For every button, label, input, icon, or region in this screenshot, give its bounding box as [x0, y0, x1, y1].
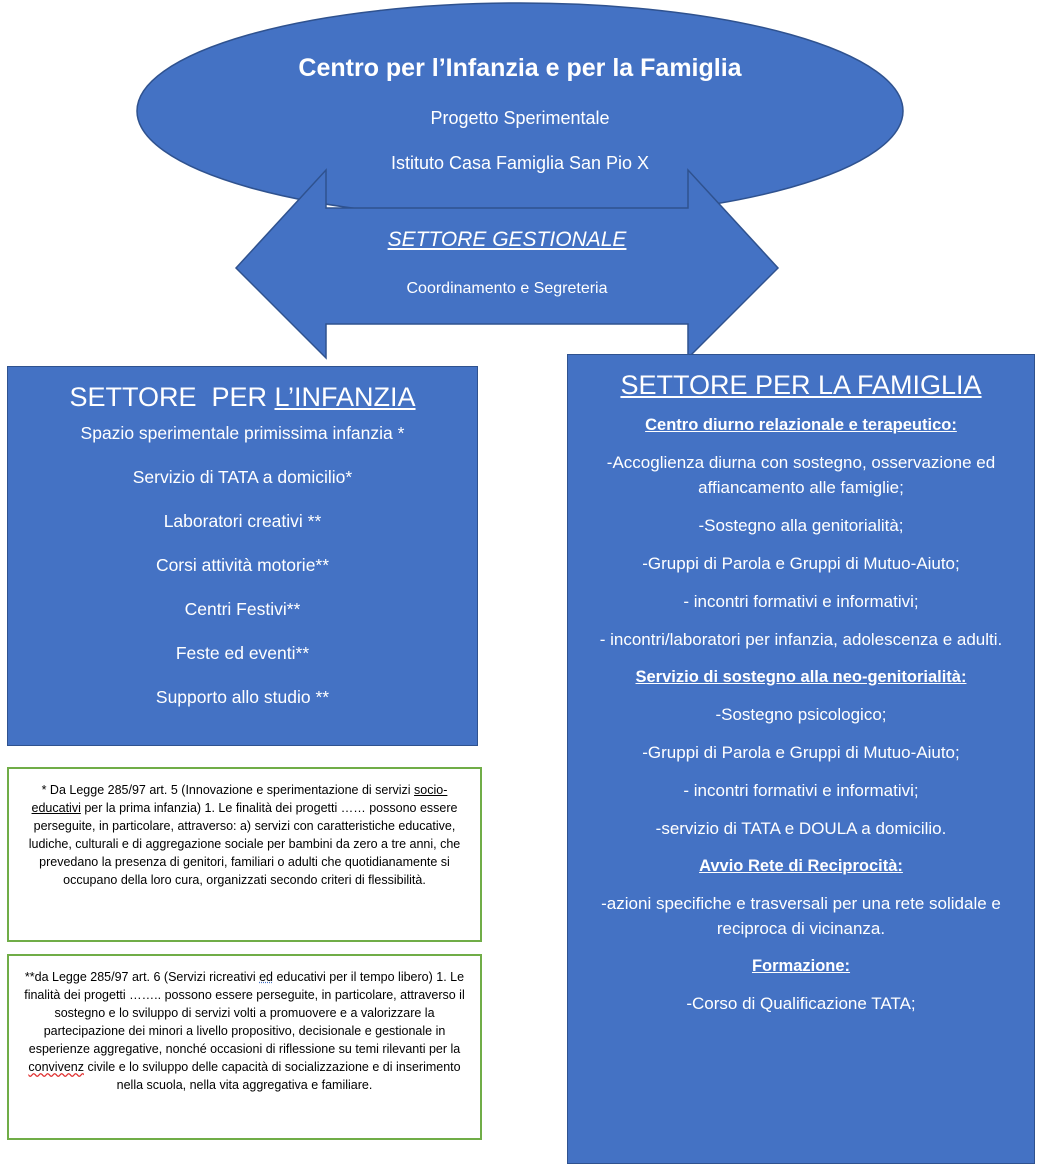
- subtitle: Progetto Sperimentale: [430, 108, 610, 128]
- family-service-item: - incontri formativi e informativi;: [683, 781, 919, 800]
- childhood-service-item: Supporto allo studio **: [155, 687, 330, 707]
- childhood-service-item: Corsi attività motorie**: [155, 555, 330, 575]
- family-service-item: - incontri/laboratori per infanzia, adolescenza e adulti.: [599, 630, 1003, 649]
- childhood-sector-box: [7, 366, 478, 746]
- family-service-item: -Gruppi di Parola e Gruppi di Mutuo-Aiuto;: [642, 743, 960, 762]
- family-service-item: -azioni specifiche e trasversali per una rete solidale e reciproca di vicinanza.: [601, 894, 1001, 938]
- family-section-heading: Avvio Rete di Reciprocità:: [699, 857, 903, 875]
- footnote-double-star: **da Legge 285/97 art. 6 (Servizi ricreativi ed educativi per il tempo libero) 1. Le finalità dei progetti …….. possono essere perseguite, in particolare, attraverso il sostegno e lo sviluppo di servizi volti a promuovere e a valorizzare la partecipazione dei minori a livello propositivo, decisionale e gestionale in esperienze aggregative, nonché occasioni di riflessione su temi rilevanti per la convivenz civile e lo sviluppo delle capacità di socializzazione e di inserimento nella scuola, nella vita aggregativa e familiare.: [7, 954, 482, 1140]
- management-title: SETTORE GESTIONALE: [387, 228, 627, 251]
- childhood-service-item: Servizio di TATA a domicilio*: [132, 467, 353, 487]
- family-sector-box: [567, 354, 1035, 1164]
- family-service-item: -servizio di TATA e DOULA a domicilio.: [655, 819, 947, 838]
- family-service-item: -Accoglienza diurna con sostegno, osservazione ed affiancamento alle famiglie;: [606, 453, 996, 497]
- childhood-sector-title: SETTORE PER L’INFANZIA: [69, 382, 416, 412]
- childhood-service-item: Spazio sperimentale primissima infanzia *: [80, 423, 405, 443]
- childhood-service-item: Feste ed eventi**: [175, 643, 310, 663]
- family-section-heading: Servizio di sostegno alla neo-genitorialità:: [635, 668, 967, 686]
- family-service-item: - incontri formativi e informativi;: [683, 592, 919, 611]
- childhood-service-list: [8, 421, 477, 709]
- family-service-item: -Corso di Qualificazione TATA;: [686, 994, 916, 1013]
- family-section-heading: Formazione:: [751, 957, 851, 975]
- footnote-single-star: * Da Legge 285/97 art. 5 (Innovazione e sperimentazione di servizi socio-educativi per la prima infanzia) 1. Le finalità dei progetti …… possono essere perseguite, in particolare, attraverso: a) servizi con caratteristiche educative, ludiche, culturali e di aggregazione sociale per bambini da zero a tre anni, che prevedano la presenza di genitori, familiari o adulti che quotidianamente si occupano della loro cura, organizzati secondo criteri di flessibilità.: [7, 767, 482, 942]
- family-sections: [584, 413, 1018, 1016]
- management-subtitle: Coordinamento e Segreteria: [406, 280, 608, 297]
- family-sector-title: SETTORE PER LA FAMIGLIA: [620, 370, 982, 400]
- childhood-service-item: Laboratori creativi **: [163, 511, 322, 531]
- institute-name: Istituto Casa Famiglia San Pio X: [390, 153, 650, 173]
- family-service-item: -Sostegno alla genitorialità;: [698, 516, 904, 535]
- family-section-heading: Centro diurno relazionale e terapeutico:: [645, 416, 957, 434]
- childhood-service-item: Centri Festivi**: [184, 599, 301, 619]
- main-title: Centro per l’Infanzia e per la Famiglia: [298, 54, 742, 82]
- family-service-item: -Sostegno psicologico;: [715, 705, 887, 724]
- family-service-item: -Gruppi di Parola e Gruppi di Mutuo-Aiuto;: [642, 554, 960, 573]
